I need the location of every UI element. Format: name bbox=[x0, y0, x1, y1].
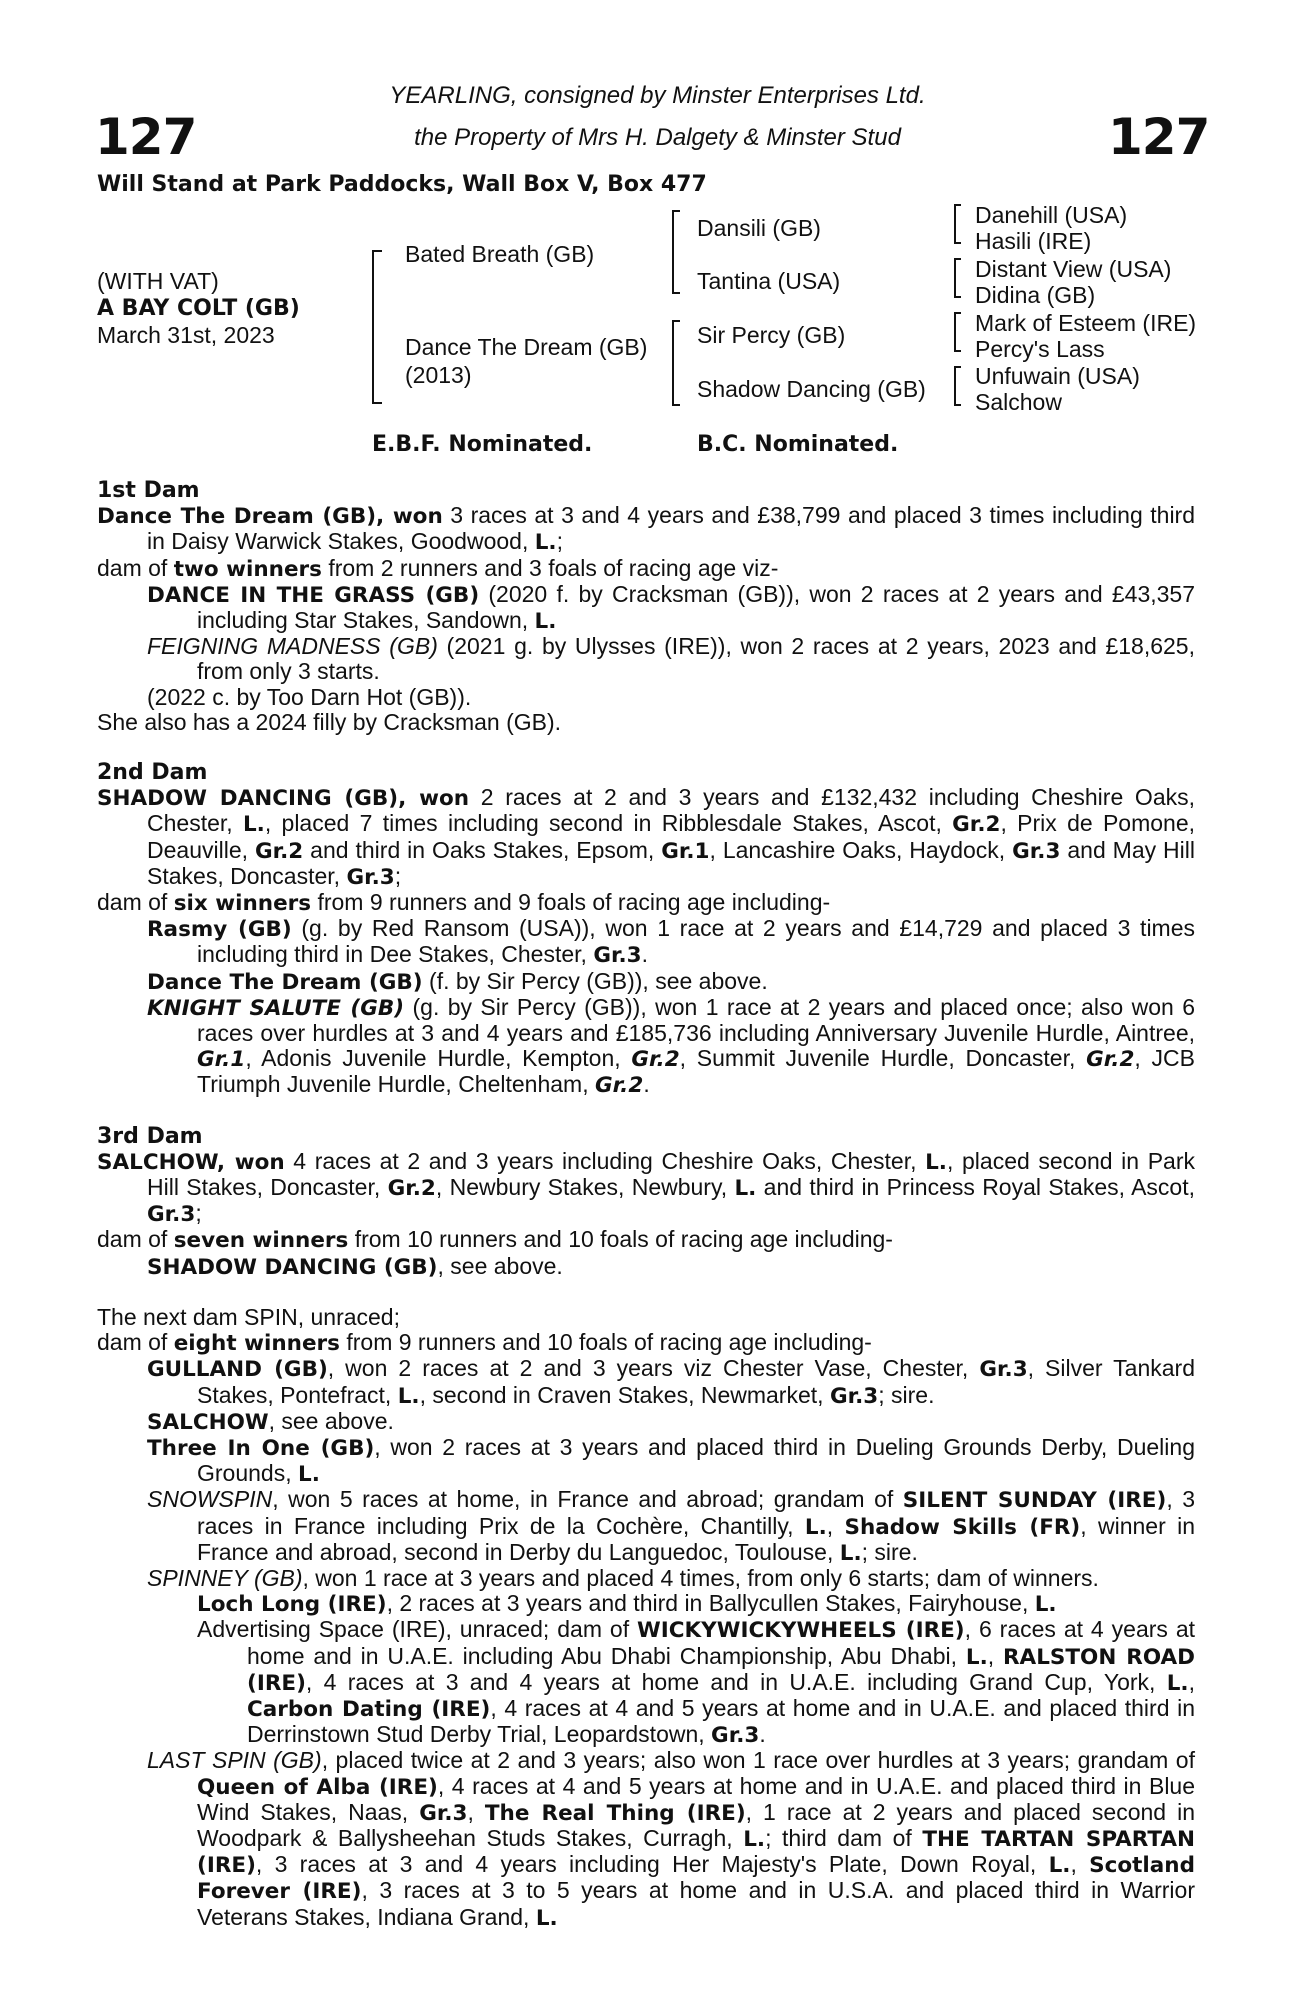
emphasis-text: L. bbox=[743, 1826, 766, 1852]
lot-number-right: 127 bbox=[1108, 108, 1210, 166]
catalogue-content bbox=[97, 478, 1195, 1956]
produce-entry bbox=[97, 1356, 1195, 1408]
text-run: , Adonis Juvenile Hurdle, Kempton, bbox=[245, 1045, 632, 1072]
text-run: dam of bbox=[97, 554, 174, 581]
text-run: (g. by Sir Percy (GB)), won 1 race at 2 years and placed once; also won 6 races over hurdles at 3 and 4 years and £185,736 including Anniversary Juvenile Hurdle, Aintree, bbox=[197, 993, 1195, 1047]
text-run: , bbox=[467, 1798, 485, 1825]
emphasis-text: L. bbox=[397, 1383, 420, 1409]
text-run: , bbox=[826, 1512, 845, 1539]
sire-name: Bated Breath (GB) bbox=[405, 241, 595, 267]
lot-number-left: 127 bbox=[95, 108, 197, 166]
text-run: from 9 runners and 10 foals of racing age including- bbox=[339, 1329, 872, 1356]
text-run: , 4 races at 4 and 5 years at home and in U.A.E. and placed third in Blue Wind Stakes, Naas, bbox=[197, 1772, 1196, 1825]
third-dam-section bbox=[97, 1124, 1195, 1280]
text-run: She also has a 2024 filly by Cracksman (GB). bbox=[97, 708, 562, 735]
emphasis-text: KNIGHT SALUTE (GB) bbox=[147, 995, 405, 1021]
emphasis-text: Carbon Dating (IRE) bbox=[247, 1696, 491, 1722]
gen3-sdd: Didina (GB) bbox=[975, 282, 1096, 308]
text-run: , won 2 races at 3 years and placed third in Dueling Grounds Derby, Dueling Grounds, bbox=[197, 1433, 1195, 1487]
emphasis-text: WICKYWICKYWHEELS (IRE) bbox=[637, 1618, 965, 1644]
pedigree-brace-sire bbox=[672, 210, 680, 294]
text-run: , won 5 races at home, in France and abroad; grandam of bbox=[272, 1486, 903, 1513]
text-run: , 2 races at 3 years and third in Ballycullen Stakes, Fairyhouse, bbox=[386, 1590, 1035, 1617]
text-run: ; sire. bbox=[861, 1538, 918, 1565]
emphasis-text: RALSTON ROAD (IRE) bbox=[247, 1644, 1196, 1696]
text-run: (2022 c. by Too Darn Hot (GB)). bbox=[147, 683, 472, 710]
text-run: . bbox=[643, 1071, 650, 1098]
emphasis-text: L. bbox=[1048, 1853, 1071, 1879]
pedigree-brace-4c bbox=[954, 312, 961, 352]
stand-location: Will Stand at Park Paddocks, Wall Box V, Box 477 bbox=[97, 172, 707, 197]
ebf-nomination: E.B.F. Nominated. bbox=[372, 432, 593, 457]
produce-note bbox=[97, 710, 1195, 735]
text-run: , see above. bbox=[437, 1252, 563, 1279]
emphasis-text: L. bbox=[925, 1149, 947, 1175]
emphasis-text: Gr.3 bbox=[147, 1202, 196, 1228]
pedigree-brace-dam bbox=[672, 320, 680, 406]
vat-note: (WITH VAT) bbox=[97, 268, 219, 294]
produce-summary bbox=[97, 890, 1195, 916]
emphasis-text: Gr.2 bbox=[1086, 1047, 1135, 1073]
fourth-dam-section bbox=[97, 1305, 1195, 1931]
text-run: , 4 races at 3 and 4 years at home and in U.A.E. including Grand Cup, York, bbox=[305, 1668, 1167, 1695]
text-run: , 3 races at 3 and 4 years including Her Majesty's Plate, Down Royal, bbox=[255, 1851, 1049, 1878]
text-run: from 10 runners and 10 foals of racing age including- bbox=[348, 1226, 893, 1253]
text-run: , Silver Tankard Stakes, Pontefract, bbox=[197, 1355, 1195, 1408]
emphasis-text: LAST SPIN (GB) bbox=[147, 1747, 322, 1774]
text-run: , Newbury Stakes, Newbury, bbox=[435, 1174, 735, 1201]
text-run: , JCB Triumph Juvenile Hurdle, Cheltenham, bbox=[197, 1045, 1195, 1098]
emphasis-text: L. bbox=[1034, 1592, 1057, 1618]
text-run: , placed 7 times including second in Ribblesdale Stakes, Ascot, bbox=[264, 810, 953, 837]
first-dam-section bbox=[97, 478, 1195, 735]
produce-summary bbox=[97, 1330, 1195, 1356]
dam-summary bbox=[97, 503, 1195, 555]
produce-entry bbox=[97, 1487, 1195, 1566]
text-run: The next dam SPIN, unraced; bbox=[97, 1303, 400, 1330]
emphasis-text: Gr.3 bbox=[979, 1357, 1028, 1383]
text-run: from 9 runners and 9 foals of racing age including- bbox=[311, 889, 831, 916]
gen3-dsd: Percy's Lass bbox=[975, 336, 1105, 362]
produce-summary bbox=[97, 1227, 1195, 1253]
emphasis-text: eight winners bbox=[173, 1331, 340, 1357]
emphasis-text: Gr.2 bbox=[952, 812, 1001, 838]
text-run: (2020 f. by Cracksman (GB)), won 2 races at 2 years and £43,357 including Star Stakes, Sandown, bbox=[197, 580, 1195, 634]
dam-summary bbox=[97, 785, 1195, 890]
text-run: (f. by Sir Percy (GB)), see above. bbox=[422, 967, 768, 994]
text-run: . bbox=[759, 1721, 766, 1748]
emphasis-text: Queen of Alba (IRE) bbox=[197, 1774, 438, 1800]
produce-entry bbox=[97, 1254, 1195, 1280]
text-run: , bbox=[1188, 1668, 1195, 1695]
text-run: 3 races at 3 and 4 years and £38,799 and placed 3 times including third in Daisy Warwick Stakes, Goodwood, bbox=[147, 502, 1196, 555]
section-title: 2nd Dam bbox=[97, 760, 208, 786]
pedigree-brace-4b bbox=[954, 258, 961, 298]
text-run: from 2 runners and 3 foals of racing age viz- bbox=[321, 554, 779, 581]
emphasis-text: DANCE IN THE GRASS (GB) bbox=[147, 582, 480, 608]
emphasis-text: SPINNEY (GB) bbox=[147, 1564, 303, 1591]
emphasis-text: Gr.1 bbox=[197, 1047, 246, 1073]
text-run: ; third dam of bbox=[765, 1824, 923, 1851]
emphasis-text: Gr.3 bbox=[346, 864, 395, 890]
text-run: , 6 races at 4 years at home and in U.A.E. including Abu Dhabi Championship, Abu Dhabi, bbox=[247, 1616, 1195, 1669]
text-run: , 4 races at 4 and 5 years at home and in U.A.E. and placed third in Derrinstown Stud Derby Trial, Leopardstown, bbox=[247, 1694, 1195, 1748]
consignor-line: YEARLING, consigned by Minster Enterprises Ltd. bbox=[389, 82, 926, 109]
emphasis-text: Shadow Skills (FR) bbox=[844, 1514, 1081, 1540]
produce-entry bbox=[97, 582, 1195, 634]
gen3-dds: Unfuwain (USA) bbox=[975, 363, 1140, 389]
sire-sire-name: Dansili (GB) bbox=[697, 215, 821, 241]
emphasis-text: Dance The Dream (GB), won bbox=[97, 504, 443, 530]
text-run: (g. by Red Ransom (USA)), won 1 race at 2 years and £14,729 and placed 3 times including third in Dee Stakes, Chester, bbox=[197, 915, 1196, 968]
produce-entry bbox=[97, 1435, 1195, 1487]
emphasis-text: Gr.2 bbox=[631, 1047, 680, 1073]
emphasis-text: Gr.3 bbox=[593, 943, 642, 969]
emphasis-text: Gr.3 bbox=[829, 1383, 879, 1409]
emphasis-text: SALCHOW, won bbox=[97, 1149, 285, 1175]
text-run: , won 2 races at 2 and 3 years viz Chester Vase, Chester, bbox=[327, 1355, 980, 1382]
text-run: 4 races at 2 and 3 years including Cheshire Oaks, Chester, bbox=[284, 1147, 926, 1174]
produce-entry bbox=[97, 1409, 1195, 1435]
dam-summary bbox=[97, 1149, 1195, 1228]
text-run: dam of bbox=[97, 1226, 174, 1253]
emphasis-text: L. bbox=[965, 1644, 988, 1670]
text-run: , 1 race at 2 years and placed second in Woodpark & Ballysheehan Studs Stakes, Curragh, bbox=[197, 1798, 1195, 1851]
emphasis-text: two winners bbox=[173, 556, 322, 582]
emphasis-text: L. bbox=[534, 530, 557, 556]
emphasis-text: Rasmy (GB) bbox=[147, 917, 292, 943]
section-title: 1st Dam bbox=[97, 478, 200, 503]
emphasis-text: Dance The Dream (GB) bbox=[147, 969, 423, 995]
gen3-dss: Mark of Esteem (IRE) bbox=[975, 310, 1197, 336]
emphasis-text: SHADOW DANCING (GB) bbox=[147, 1254, 438, 1280]
emphasis-text: Gr.2 bbox=[387, 1176, 436, 1202]
text-run: ; bbox=[195, 1200, 202, 1227]
text-run: , see above. bbox=[268, 1407, 394, 1434]
pedigree-brace-4d bbox=[954, 366, 961, 406]
text-run: dam of bbox=[97, 1329, 174, 1356]
dam-summary bbox=[97, 1305, 1195, 1330]
text-run: , 3 races in France including Prix de la Cochère, Chantilly, bbox=[197, 1486, 1195, 1539]
text-run: , Lancashire Oaks, Haydock, bbox=[709, 836, 1013, 863]
produce-entry bbox=[97, 969, 1195, 995]
text-run: , winner in France and abroad, second in Derby du Languedoc, Toulouse, bbox=[197, 1512, 1195, 1565]
text-run: , bbox=[1070, 1851, 1090, 1878]
dam-name: Dance The Dream (GB) bbox=[405, 334, 648, 360]
text-run: ; sire. bbox=[878, 1381, 935, 1408]
emphasis-text: Gr.2 bbox=[595, 1073, 644, 1099]
text-run: , placed twice at 2 and 3 years; also won 1 race over hurdles at 3 years; grandam of bbox=[321, 1747, 1195, 1774]
emphasis-text: SILENT SUNDAY (IRE) bbox=[902, 1488, 1167, 1514]
emphasis-text: L. bbox=[242, 812, 265, 838]
produce-entry bbox=[97, 634, 1195, 684]
emphasis-text: Gr.3 bbox=[419, 1800, 468, 1826]
emphasis-text: L. bbox=[534, 609, 557, 635]
emphasis-text: Gr.2 bbox=[254, 838, 304, 864]
produce-entry bbox=[97, 995, 1195, 1099]
text-run: 2 races at 2 and 3 years and £132,432 including Cheshire Oaks, Chester, bbox=[147, 784, 1195, 837]
text-run: , 3 races at 3 to 5 years at home and in U.S.A. and placed third in Warrior Veterans Stakes, Indiana Grand, bbox=[197, 1877, 1195, 1930]
gen3-ssd: Hasili (IRE) bbox=[975, 228, 1092, 254]
foaling-date: March 31st, 2023 bbox=[97, 322, 275, 348]
text-run: and third in Princess Royal Stakes, Ascot, bbox=[756, 1174, 1195, 1201]
emphasis-text: Three In One (GB) bbox=[147, 1435, 375, 1461]
text-run: , won 1 race at 3 years and placed 4 times, from only 6 starts; dam of winners. bbox=[302, 1564, 1099, 1591]
produce-entry bbox=[97, 685, 1195, 710]
produce-summary bbox=[97, 556, 1195, 582]
property-line: the Property of Mrs H. Dalgety & Minster Stud bbox=[414, 124, 901, 151]
emphasis-text: seven winners bbox=[173, 1228, 349, 1254]
pedigree-brace-4a bbox=[954, 204, 961, 244]
emphasis-text: L. bbox=[839, 1540, 862, 1566]
emphasis-text: L. bbox=[298, 1462, 320, 1488]
emphasis-text: L. bbox=[1166, 1670, 1189, 1696]
gen3-sss: Danehill (USA) bbox=[975, 202, 1128, 228]
produce-entry bbox=[97, 916, 1195, 968]
emphasis-text: GULLAND (GB) bbox=[147, 1357, 328, 1383]
emphasis-text: Gr.3 bbox=[711, 1723, 760, 1749]
emphasis-text: six winners bbox=[173, 891, 312, 917]
dam-sire-name: Sir Percy (GB) bbox=[697, 322, 846, 348]
text-run: dam of bbox=[97, 889, 174, 916]
text-run: , bbox=[987, 1642, 1003, 1669]
produce-subentry bbox=[97, 1617, 1195, 1748]
gen3-sds: Distant View (USA) bbox=[975, 256, 1172, 282]
text-run: and third in Oaks Stakes, Epsom, bbox=[303, 836, 662, 863]
produce-entry bbox=[97, 1748, 1195, 1930]
text-run: , placed second in Park Hill Stakes, Doncaster, bbox=[147, 1147, 1195, 1201]
text-run: and May Hill Stakes, Doncaster, bbox=[147, 836, 1195, 889]
bc-nomination: B.C. Nominated. bbox=[697, 432, 899, 457]
emphasis-text: Gr.1 bbox=[661, 838, 710, 864]
emphasis-text: Gr.3 bbox=[1012, 838, 1061, 864]
emphasis-text: Loch Long (IRE) bbox=[197, 1592, 387, 1618]
second-dam-section bbox=[97, 760, 1195, 1099]
text-run: , second in Craven Stakes, Newmarket, bbox=[419, 1381, 830, 1408]
emphasis-text: Scotland Forever (IRE) bbox=[197, 1853, 1196, 1905]
emphasis-text: THE TARTAN SPARTAN (IRE) bbox=[197, 1826, 1195, 1879]
text-run: , Summit Juvenile Hurdle, Doncaster, bbox=[679, 1045, 1087, 1072]
text-run: . bbox=[641, 941, 649, 968]
text-run: ; bbox=[556, 528, 563, 555]
section-title: 3rd Dam bbox=[97, 1123, 203, 1149]
text-run: (2021 g. by Ulysses (IRE)), won 2 races at 2 years, 2023 and £18,625, from only 3 starts. bbox=[197, 633, 1195, 685]
emphasis-text: SHADOW DANCING (GB), won bbox=[97, 786, 470, 812]
emphasis-text: FEIGNING MADNESS (GB) bbox=[147, 633, 438, 660]
emphasis-text: The Real Thing (IRE) bbox=[484, 1800, 746, 1826]
emphasis-text: SALCHOW bbox=[147, 1409, 269, 1435]
text-run: , Prix de Pomone, Deauville, bbox=[147, 810, 1196, 863]
emphasis-text: L. bbox=[734, 1176, 757, 1202]
produce-entry bbox=[97, 1566, 1195, 1591]
gen3-ddd: Salchow bbox=[975, 389, 1062, 415]
emphasis-text: L. bbox=[804, 1514, 827, 1540]
emphasis-text: L. bbox=[535, 1905, 558, 1931]
dam-year: (2013) bbox=[405, 362, 472, 388]
text-run: Advertising Space (IRE), unraced; dam of bbox=[197, 1616, 638, 1643]
produce-subentry bbox=[97, 1591, 1195, 1617]
horse-name: A BAY COLT (GB) bbox=[97, 296, 300, 321]
sire-dam-name: Tantina (USA) bbox=[697, 268, 841, 294]
emphasis-text: SNOWSPIN bbox=[147, 1486, 273, 1513]
text-run: ; bbox=[394, 862, 402, 889]
dam-dam-name: Shadow Dancing (GB) bbox=[697, 376, 926, 402]
pedigree-brace-main bbox=[372, 250, 382, 404]
